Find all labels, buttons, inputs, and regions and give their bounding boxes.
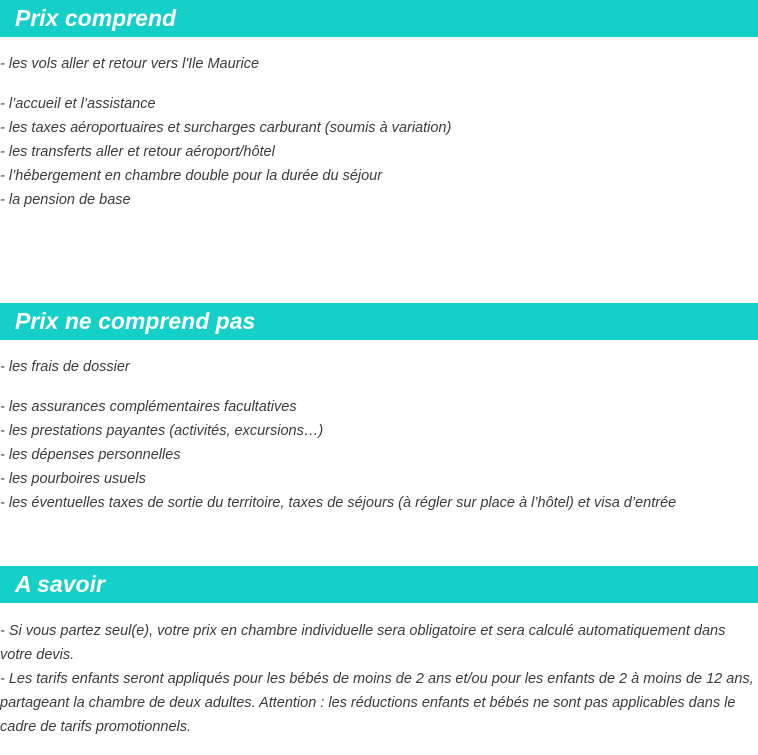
excluded-item: - les assurances complémentaires facultatives bbox=[0, 399, 297, 415]
section-title: A savoir bbox=[15, 571, 105, 597]
included-item: - la pension de base bbox=[0, 192, 131, 208]
excluded-item: - les pourboires usuels bbox=[0, 471, 146, 487]
included-item: - les transferts aller et retour aéroport/hôtel bbox=[0, 144, 275, 160]
info-paragraph: - Les tarifs enfants seront appliqués pour les bébés de moins de 2 ans et/ou pour les enfants de 2 à moins de 12 ans, partageant la chambre de deux adultes. Attention : les réductions enfants et bébés ne sont pas applicables dans le cadre de tarifs promotionnels. bbox=[0, 671, 754, 735]
included-item: - les taxes aéroportuaires et surcharges carburant (soumis à variation) bbox=[0, 120, 452, 136]
section-header-a-savoir bbox=[0, 566, 758, 603]
included-item: - l’hébergement en chambre double pour la durée du séjour bbox=[0, 168, 383, 184]
section-title: Prix ne comprend pas bbox=[15, 308, 256, 334]
excluded-item: - les éventuelles taxes de sortie du territoire, taxes de séjours (à régler sur place à l’hôtel) et visa d’entrée bbox=[0, 495, 677, 511]
excluded-item: - les frais de dossier bbox=[0, 359, 130, 375]
info-paragraph: - Si vous partez seul(e), votre prix en chambre individuelle sera obligatoire et sera calculé automatiquement dans votre devis. bbox=[0, 623, 726, 663]
section-header-prix-ne-comprend-pas bbox=[0, 303, 758, 340]
included-item: - l’accueil et l’assistance bbox=[0, 96, 156, 112]
included-item: - les vols aller et retour vers l'Ile Maurice bbox=[0, 56, 260, 72]
section-header-prix-comprend bbox=[0, 0, 758, 37]
section-title: Prix comprend bbox=[15, 5, 177, 31]
excluded-item: - les dépenses personnelles bbox=[0, 447, 181, 463]
excluded-item: - les prestations payantes (activités, excursions…) bbox=[0, 423, 324, 439]
